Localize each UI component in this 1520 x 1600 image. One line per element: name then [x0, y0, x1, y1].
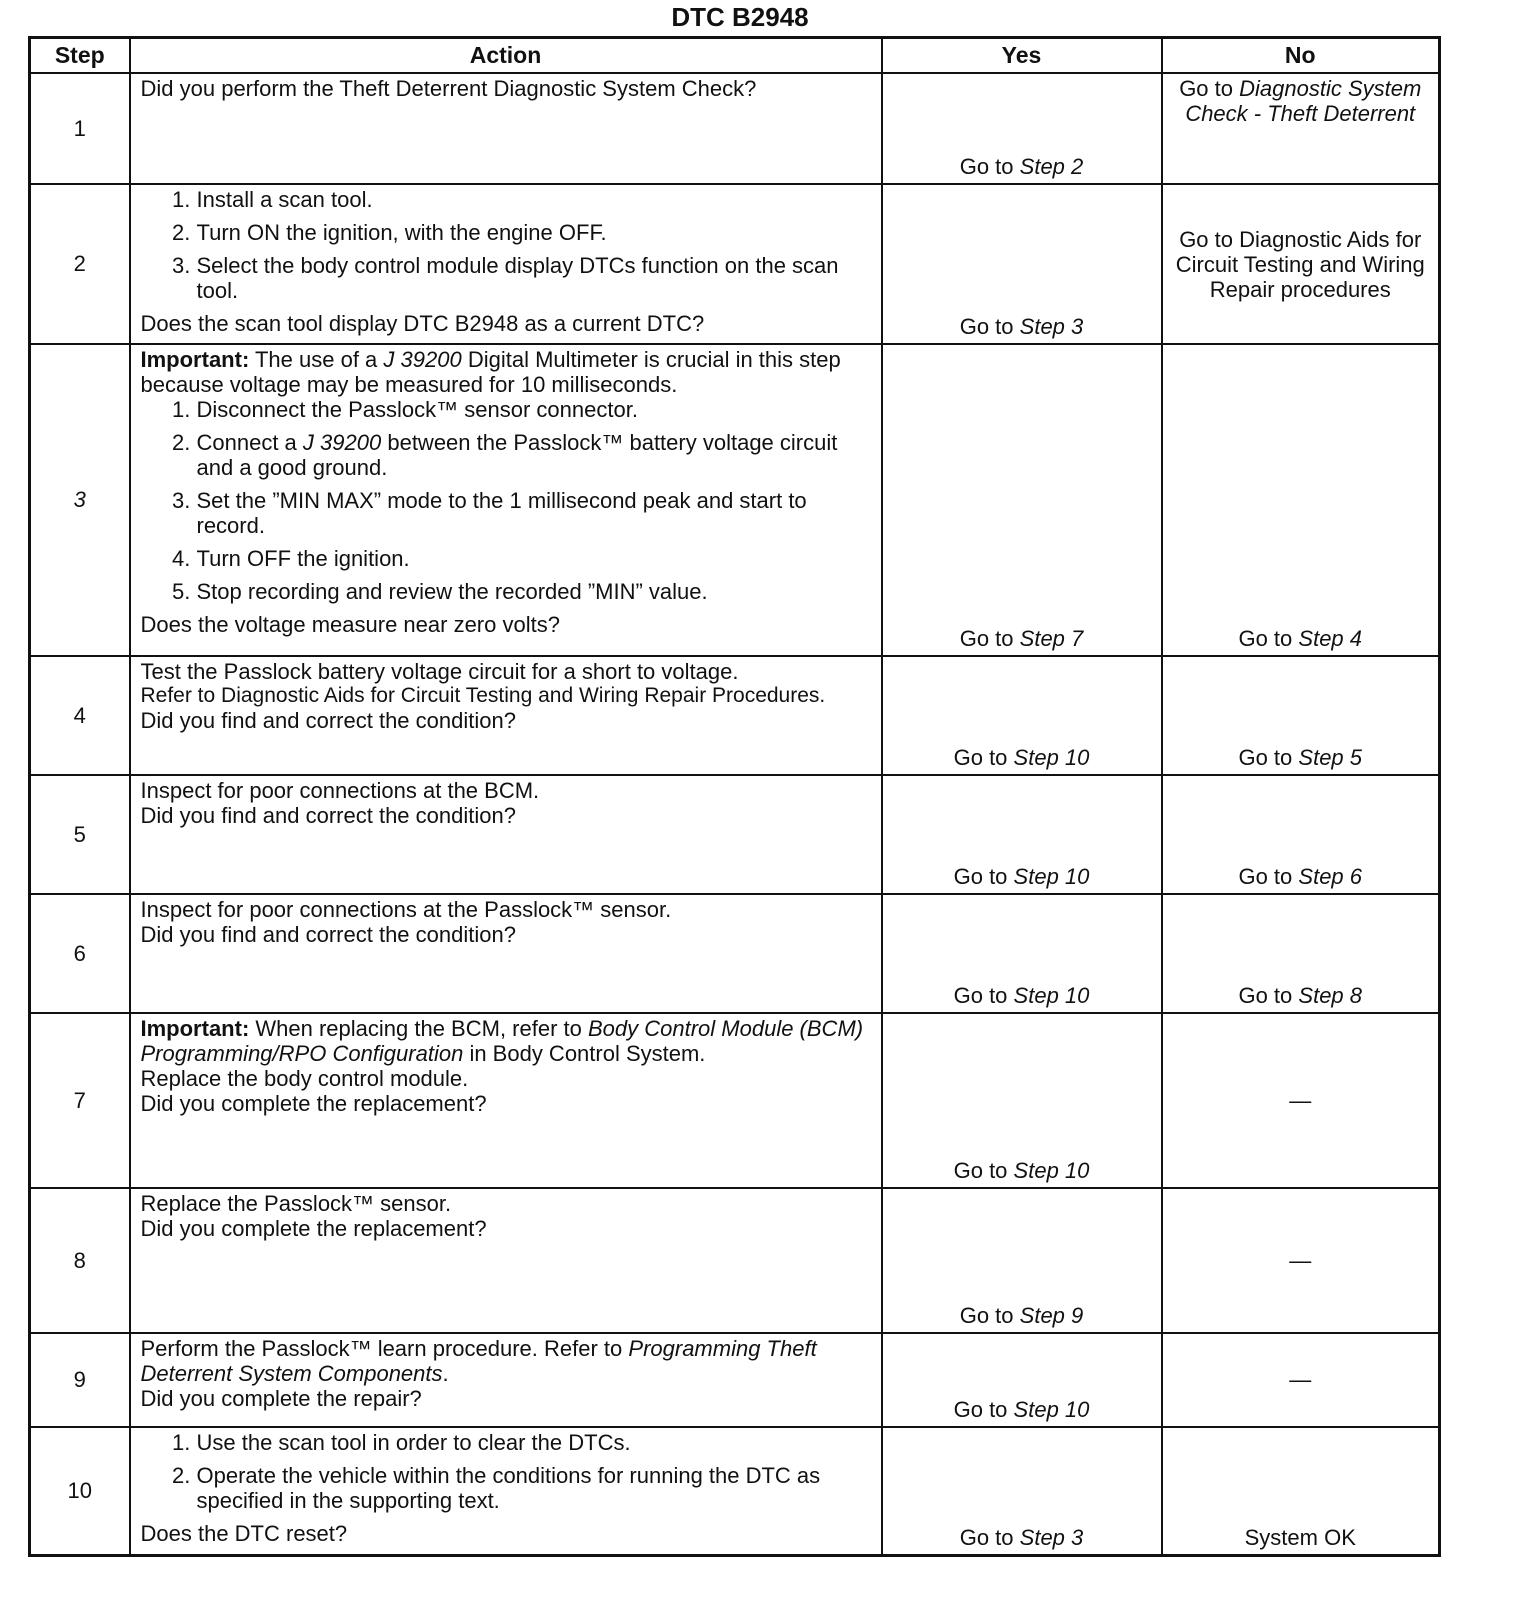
action-list — [141, 187, 875, 311]
action-question: Did you find and correct the condition? — [140, 803, 516, 828]
action-cell — [130, 1013, 882, 1188]
important-note — [141, 1016, 875, 1066]
list-item: 5. Stop recording and review the recorded ”MIN” value. — [197, 579, 875, 604]
list-item: 1. Disconnect the Passlock™ sensor connector. — [197, 397, 875, 422]
important-label: Important: — [140, 1016, 250, 1041]
table-row — [30, 73, 1440, 184]
action-cell — [130, 1188, 882, 1333]
list-item: 2. Turn ON the ignition, with the engine OFF. — [197, 220, 875, 245]
action-question: Did you complete the replacement? — [140, 1091, 487, 1116]
header-step: Step — [30, 38, 130, 74]
go-to-label: Go to — [953, 983, 1008, 1008]
action-question: Did you complete the repair? — [140, 1386, 422, 1411]
no-step-ref: Diagnostic System Check - Theft Deterrent — [1185, 76, 1422, 126]
table-row — [30, 1427, 1440, 1555]
list-item: 3. Set the ”MIN MAX” mode to the 1 millisecond peak and start to record. — [197, 488, 875, 538]
note-text: The use of a — [254, 347, 378, 372]
step-number: 3 — [30, 344, 130, 656]
step-number: 8 — [30, 1188, 130, 1333]
action-cell — [130, 894, 882, 1013]
step-number: 2 — [30, 184, 130, 344]
yes-cell — [882, 1013, 1162, 1188]
list-item: 4. Turn OFF the ignition. — [197, 546, 875, 571]
step-number: 5 — [30, 775, 130, 894]
action-text: Test the Passlock battery voltage circuit for a short to voltage. — [140, 659, 739, 684]
table-row — [30, 656, 1440, 775]
step-number: 10 — [30, 1427, 130, 1555]
note-text: When replacing the BCM, refer to — [255, 1016, 582, 1041]
tool-ref: J 39200 — [383, 347, 462, 372]
action-text: Replace the Passlock™ sensor. — [140, 1191, 452, 1216]
list-item: 1. Install a scan tool. — [197, 187, 875, 212]
go-to-label: Go to — [1179, 76, 1233, 101]
action-question: Did you find and correct the condition? — [140, 922, 516, 947]
go-to-label: Go to — [959, 154, 1014, 179]
table-row — [30, 1013, 1440, 1188]
list-item: 2. Operate the vehicle within the conditions for running the DTC as specified in the supporting text. — [197, 1463, 875, 1513]
action-cell — [130, 1427, 882, 1555]
tool-ref: J 39200 — [302, 430, 382, 455]
yes-step-ref: Step 10 — [1013, 864, 1090, 889]
important-label: Important: — [140, 347, 250, 372]
yes-cell — [882, 894, 1162, 1013]
no-step-ref: Step 8 — [1298, 983, 1363, 1008]
action-text: Replace the body control module. — [140, 1066, 469, 1091]
yes-step-ref: Step 7 — [1019, 626, 1084, 651]
step-number: 6 — [30, 894, 130, 1013]
list-item: 3. Select the body control module display DTCs function on the scan tool. — [197, 253, 875, 303]
action-cell — [130, 775, 882, 894]
go-to-label: Go to — [1238, 626, 1293, 651]
table-row — [30, 1188, 1440, 1333]
procedure-ref: Programming Theft Deterrent System Components — [140, 1336, 817, 1386]
action-text-part: Perform the Passlock™ learn procedure. Refer to — [140, 1336, 623, 1361]
action-question: Did you complete the replacement? — [140, 1216, 487, 1241]
action-cell — [130, 73, 882, 184]
no-cell: — — [1162, 1333, 1440, 1427]
no-cell: Go to Diagnostic Aids for Circuit Testing and Wiring Repair procedures — [1162, 184, 1440, 344]
yes-cell — [882, 184, 1162, 344]
go-to-label: Go to — [1238, 745, 1293, 770]
no-cell — [1162, 894, 1440, 1013]
go-to-label: Go to — [959, 314, 1014, 339]
action-cell — [130, 656, 882, 775]
action-cell — [130, 184, 882, 344]
action-question: Does the scan tool display DTC B2948 as a current DTC? — [140, 311, 705, 336]
go-to-label: Go to — [953, 1158, 1008, 1183]
go-to-label: Go to — [1238, 864, 1293, 889]
yes-cell — [882, 775, 1162, 894]
yes-step-ref: Step 10 — [1013, 983, 1090, 1008]
yes-cell — [882, 1427, 1162, 1555]
step-number: 4 — [30, 656, 130, 775]
action-question: Does the DTC reset? — [140, 1521, 348, 1546]
table-row — [30, 1333, 1440, 1427]
go-to-label: Go to — [953, 864, 1008, 889]
no-step-ref: Step 5 — [1298, 745, 1363, 770]
note-text: Digital Multimeter is crucial in this step because voltage may be measured for 10 milliseconds. — [140, 347, 841, 397]
list-item-text: between the Passlock™ battery voltage circuit and a good ground. — [196, 430, 838, 480]
important-note — [141, 347, 875, 397]
go-to-label: Go to — [959, 1303, 1014, 1328]
yes-step-ref: Step 3 — [1019, 1524, 1084, 1550]
note-text: in Body Control System. — [469, 1041, 706, 1066]
yes-cell — [882, 344, 1162, 656]
list-item: 1. Use the scan tool in order to clear the DTCs. — [197, 1430, 875, 1455]
yes-cell — [882, 656, 1162, 775]
action-text — [141, 1336, 875, 1386]
step-number: 7 — [30, 1013, 130, 1188]
list-item-text: Connect a — [196, 430, 297, 455]
action-list — [141, 397, 875, 612]
action-cell — [130, 344, 882, 656]
step-number: 9 — [30, 1333, 130, 1427]
yes-step-ref: Step 9 — [1019, 1303, 1084, 1328]
no-cell: — — [1162, 1013, 1440, 1188]
action-list — [141, 1430, 875, 1521]
go-to-label: Go to — [953, 1397, 1008, 1422]
go-to-label: Go to — [953, 745, 1008, 770]
action-text: Inspect for poor connections at the Passlock™ sensor. — [140, 897, 672, 922]
table-row — [30, 184, 1440, 344]
action-text-part: . — [442, 1361, 449, 1386]
yes-step-ref: Step 10 — [1013, 745, 1090, 770]
reference-note: Refer to Diagnostic Aids for Circuit Testing and Wiring Repair Procedures. — [140, 684, 826, 707]
no-step-ref: Step 4 — [1298, 626, 1363, 651]
action-question: Did you find and correct the condition? — [140, 708, 516, 733]
no-cell — [1162, 344, 1440, 656]
header-no: No — [1162, 38, 1440, 74]
go-to-label: Go to — [959, 626, 1014, 651]
yes-step-ref: Step 3 — [1019, 314, 1084, 339]
header-row — [30, 38, 1440, 74]
header-yes: Yes — [882, 38, 1162, 74]
action-cell — [130, 1333, 882, 1427]
page-title: DTC B2948 — [671, 2, 809, 32]
no-cell — [1162, 775, 1440, 894]
table-row — [30, 344, 1440, 656]
action-text: Did you perform the Theft Deterrent Diagnostic System Check? — [140, 76, 757, 101]
table-row — [30, 894, 1440, 1013]
yes-cell — [882, 1188, 1162, 1333]
document-ref: Body Control Module (BCM) Programming/RPO Configuration — [140, 1016, 864, 1066]
no-cell: System OK — [1162, 1427, 1440, 1555]
yes-cell — [882, 73, 1162, 184]
diagnostic-table — [28, 36, 1441, 1557]
action-question: Does the voltage measure near zero volts? — [140, 612, 560, 637]
yes-step-ref: Step 10 — [1013, 1397, 1090, 1422]
header-action: Action — [130, 38, 882, 74]
no-cell: — — [1162, 1188, 1440, 1333]
no-cell — [1162, 73, 1440, 184]
action-text: Inspect for poor connections at the BCM. — [140, 778, 540, 803]
step-number: 1 — [30, 73, 130, 184]
go-to-label: Go to — [959, 1524, 1014, 1550]
yes-step-ref: Step 10 — [1013, 1158, 1090, 1183]
yes-step-ref: Step 2 — [1019, 154, 1084, 179]
go-to-label: Go to — [1238, 983, 1293, 1008]
no-cell — [1162, 656, 1440, 775]
no-step-ref: Step 6 — [1298, 864, 1363, 889]
yes-cell — [882, 1333, 1162, 1427]
list-item — [197, 430, 875, 480]
table-row — [30, 775, 1440, 894]
